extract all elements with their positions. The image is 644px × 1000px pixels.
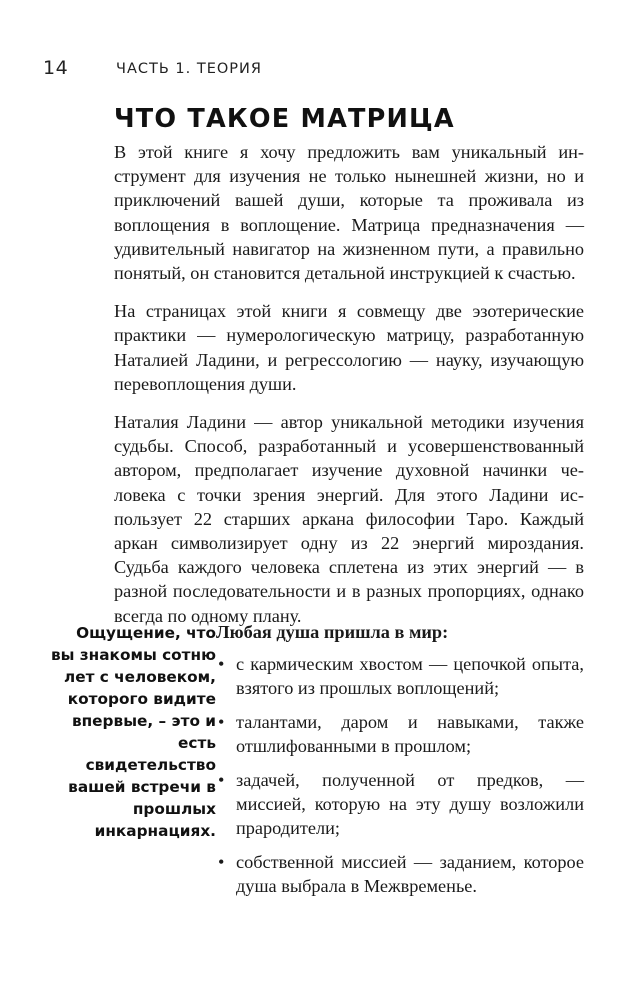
- bullet-icon: •: [218, 852, 225, 872]
- sidebar-quote: Ощущение, что вы знакомы сотню лет с человеком, которого видите впервые, – это и есть свидетельство вашей встречи в прошлых инкарнациях.: [50, 624, 216, 840]
- list-item: [216, 768, 584, 840]
- bullet-icon: •: [218, 770, 225, 790]
- page-number: 14: [43, 57, 69, 79]
- list-item-text: с кармическим хвостом — цепочкой опыта, взятого из прошлых воплощений;: [236, 654, 584, 698]
- list-item: [216, 652, 584, 700]
- page-header: [0, 55, 644, 85]
- list-item: [216, 710, 584, 758]
- bullet-icon: •: [218, 712, 225, 732]
- paragraph-practices: На страницах этой книги я совмещу две эзотерические практики — нумерологическую матрицу, разработанную Наталией Ладини, и регрессологию — науку, изучающую перевоплощения души.: [114, 301, 584, 394]
- main-text: [114, 140, 584, 642]
- list-block: [216, 620, 584, 908]
- list-item-text: задачей, полученной от предков, — миссией, которую на эту душу возложили прародители;: [236, 770, 584, 838]
- list-item-text: собственной миссией — заданием, которое душа выбрала в Межвременье.: [236, 852, 584, 896]
- list-heading: Любая душа пришла в мир:: [216, 622, 449, 642]
- running-head: ЧАСТЬ 1. ТЕОРИЯ: [116, 61, 262, 77]
- list-item-text: талантами, даром и навыками, также отшлифованными в прошлом;: [236, 712, 584, 756]
- paragraph-intro: В этой книге я хочу предложить вам уникальный инструмент для изучения не только нынешней жизни, но и приключений вашей души, которые та проживала из воплощения в воплощение. Матрица предназначения — удивительный навигатор на жизненном пути, а правильно понятый, он становится детальной инструкцией к счастью.: [114, 142, 584, 284]
- section-title: ЧТО ТАКОЕ МАТРИЦА: [114, 104, 455, 134]
- bullet-list: [216, 652, 584, 898]
- list-item: [216, 850, 584, 898]
- paragraph-ladini: Наталия Ладини — автор уникальной методики изучения судьбы. Способ, разработанный и усовершенствованный автором, предполагает изучение духовной начинки человека с точки зрения энергий. Для этого Ладини использует 22 старших аркана философии Таро. Каждый аркан символизирует одну из 22 энергий мироздания. Судьба каждого человека сплетена из этих энергий — в разной последовательности и в разных пропорциях, однако всегда по одному плану.: [114, 412, 584, 626]
- bullet-icon: •: [218, 654, 225, 674]
